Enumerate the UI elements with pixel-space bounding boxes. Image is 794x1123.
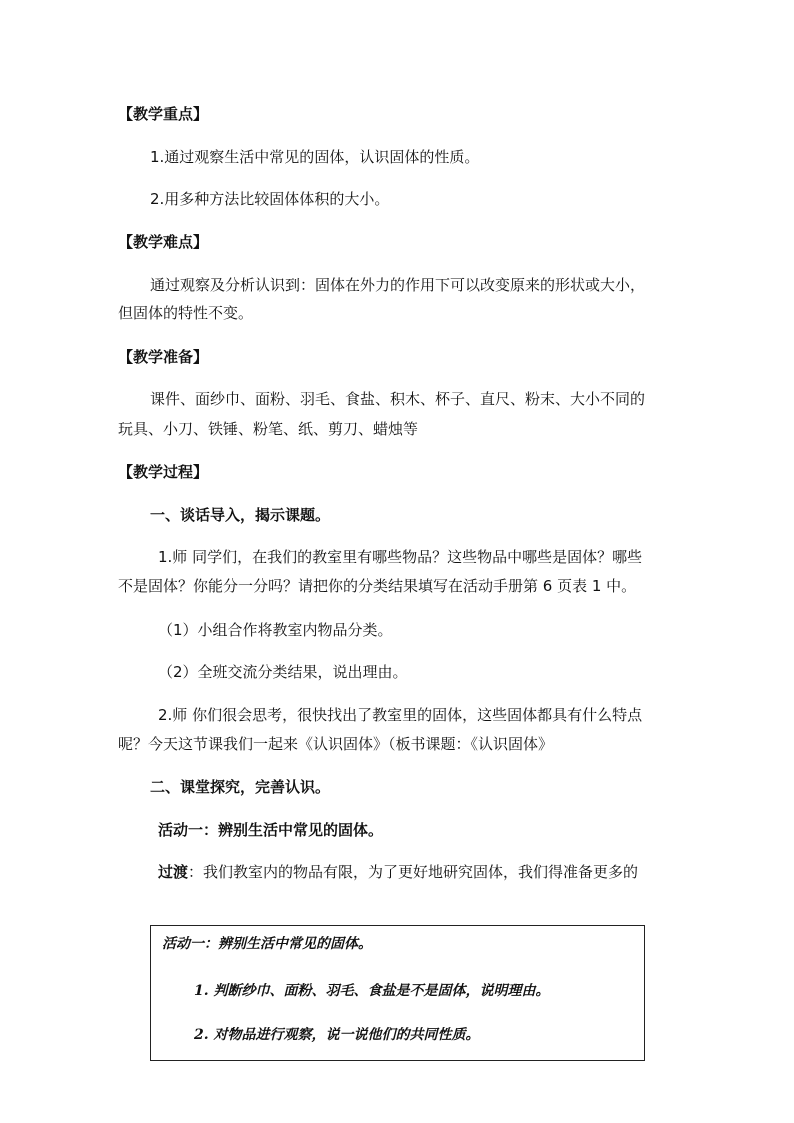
paragraph-2-line-1: 2.师 你们很会思考，很快找出了教室里的固体，这些固体都具有什么特点 — [158, 706, 643, 724]
activity-box — [150, 925, 645, 1061]
paragraph-1-line-1: 1.师 同学们，在我们的教室里有哪些物品？这些物品中哪些是固体？哪些 — [158, 548, 643, 566]
heading-key-points: 【教学重点】 — [118, 105, 209, 123]
activity-box-title: 活动一：辨别生活中常见的固体。 — [162, 936, 372, 952]
step-1: （1）小组合作将教室内物品分类。 — [158, 621, 393, 639]
preparation-line-2: 玩具、小刀、铁锤、粉笔、纸、剪刀、蜡烛等 — [118, 420, 419, 438]
section-2-title: 二、课堂探究，完善认识。 — [150, 778, 331, 796]
difficulty-line-2: 但固体的特性不变。 — [118, 304, 254, 322]
activity-box-item-2: 2. 对物品进行观察，说一说他们的共同性质。 — [194, 1027, 480, 1043]
step-2: （2）全班交流分类结果，说出理由。 — [158, 663, 408, 681]
key-point-2: 2.用多种方法比较固体体积的大小。 — [150, 190, 390, 208]
heading-process: 【教学过程】 — [118, 463, 209, 481]
preparation-line-1: 课件、面纱巾、面粉、羽毛、食盐、积木、杯子、直尺、粉末、大小不同的 — [150, 390, 646, 408]
activity-box-item-1: 1. 判断纱巾、面粉、羽毛、食盐是不是固体，说明理由。 — [194, 983, 550, 999]
transition-text: ：我们教室内的物品有限，为了更好地研究固体，我们得准备更多的 — [188, 863, 639, 881]
transition-paragraph — [158, 862, 638, 882]
key-point-1: 1.通过观察生活中常见的固体，认识固体的性质。 — [150, 148, 480, 166]
difficulty-line-1: 通过观察及分析认识到：固体在外力的作用下可以改变原来的形状或大小， — [150, 276, 646, 294]
transition-label: 过渡 — [158, 863, 189, 881]
paragraph-2-line-2: 呢？今天这节课我们一起来《认识固体》（板书课题：《认识固体》 — [118, 735, 554, 753]
paragraph-1-line-2: 不是固体？你能分一分吗？请把你的分类结果填写在活动手册第 6 页表 1 中。 — [118, 577, 637, 595]
activity-1-title: 活动一：辨别生活中常见的固体。 — [158, 821, 384, 839]
heading-difficulties: 【教学难点】 — [118, 233, 209, 251]
heading-preparation: 【教学准备】 — [118, 348, 209, 366]
section-1-title: 一、谈话导入，揭示课题。 — [150, 506, 331, 524]
